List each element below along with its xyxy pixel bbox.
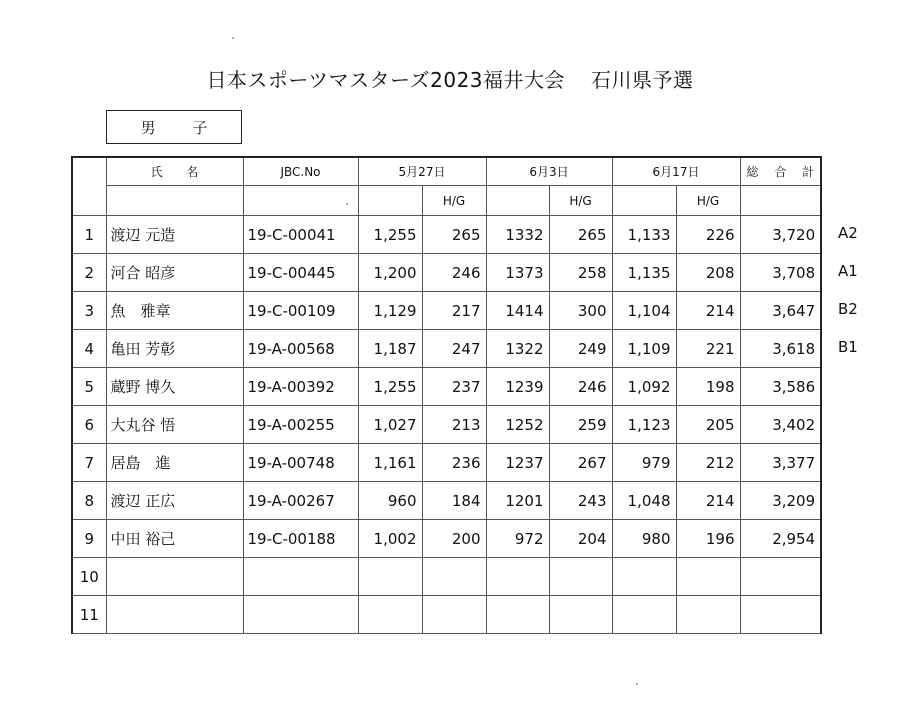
- round1-hg-cell: [422, 558, 486, 596]
- round2-hg-cell: [549, 558, 612, 596]
- round3-score-cell: 1,104: [612, 292, 676, 330]
- jbc-cell: [243, 596, 358, 634]
- round1-hg-cell: 217: [422, 292, 486, 330]
- header-round2-hg: H/G: [549, 186, 612, 216]
- table-row: [72, 520, 821, 558]
- table-row: [72, 216, 821, 254]
- round2-score-cell: 1239: [486, 368, 549, 406]
- round3-score-cell: [612, 596, 676, 634]
- rank-cell: 9: [72, 520, 106, 558]
- name-cell: [106, 558, 243, 596]
- header-name: 氏 名: [106, 157, 243, 186]
- header-total: 総 合 計: [740, 157, 821, 186]
- name-cell: [106, 596, 243, 634]
- round2-score-cell: [486, 558, 549, 596]
- rank-cell: 5: [72, 368, 106, 406]
- round2-hg-cell: 243: [549, 482, 612, 520]
- round3-score-cell: 1,109: [612, 330, 676, 368]
- round1-hg-cell: 236: [422, 444, 486, 482]
- round2-score-cell: [486, 596, 549, 634]
- table-row: [72, 406, 821, 444]
- header-row-dates: [72, 157, 821, 186]
- round1-hg-cell: [422, 596, 486, 634]
- round3-hg-cell: 198: [676, 368, 740, 406]
- round1-score-cell: 1,161: [358, 444, 422, 482]
- jbc-cell: 19-A-00748: [243, 444, 358, 482]
- table-row: [72, 444, 821, 482]
- section-label: 男 子: [140, 118, 224, 137]
- total-cell: 2,954: [740, 520, 821, 558]
- round3-score-cell: 1,135: [612, 254, 676, 292]
- total-cell: 3,647: [740, 292, 821, 330]
- round3-score-cell: 1,048: [612, 482, 676, 520]
- header-row-hg: [72, 186, 821, 216]
- round1-hg-cell: 246: [422, 254, 486, 292]
- name-cell: 大丸谷 悟: [106, 406, 243, 444]
- round1-score-cell: 1,129: [358, 292, 422, 330]
- header-round3-score: [612, 186, 676, 216]
- jbc-cell: 19-C-00109: [243, 292, 358, 330]
- round1-score-cell: [358, 596, 422, 634]
- jbc-cell: 19-A-00392: [243, 368, 358, 406]
- round1-score-cell: 1,255: [358, 216, 422, 254]
- rank-cell: 8: [72, 482, 106, 520]
- round2-score-cell: 972: [486, 520, 549, 558]
- rank-cell: 1: [72, 216, 106, 254]
- rank-cell: 11: [72, 596, 106, 634]
- round1-score-cell: [358, 558, 422, 596]
- header-round3: 6月17日: [612, 157, 740, 186]
- round1-hg-cell: 184: [422, 482, 486, 520]
- round1-hg-cell: 213: [422, 406, 486, 444]
- header-round1-hg: H/G: [422, 186, 486, 216]
- jbc-cell: 19-A-00267: [243, 482, 358, 520]
- round2-score-cell: 1322: [486, 330, 549, 368]
- jbc-cell: 19-C-00445: [243, 254, 358, 292]
- title-event: 日本スポーツマスターズ2023福井大会: [206, 68, 566, 92]
- round1-score-cell: 1,002: [358, 520, 422, 558]
- rank-cell: 3: [72, 292, 106, 330]
- round2-score-cell: 1373: [486, 254, 549, 292]
- header-round1-score: [358, 186, 422, 216]
- round3-hg-cell: 196: [676, 520, 740, 558]
- round3-hg-cell: [676, 558, 740, 596]
- jbc-cell: 19-C-00188: [243, 520, 358, 558]
- total-cell: 3,708: [740, 254, 821, 292]
- table-row: [72, 254, 821, 292]
- total-cell: [740, 558, 821, 596]
- name-cell: 河合 昭彦: [106, 254, 243, 292]
- jbc-cell: 19-A-00568: [243, 330, 358, 368]
- name-cell: 渡辺 元造: [106, 216, 243, 254]
- round3-score-cell: 980: [612, 520, 676, 558]
- round2-hg-cell: 300: [549, 292, 612, 330]
- header-jbc: JBC.No: [243, 157, 358, 186]
- table-row: [72, 292, 821, 330]
- round1-hg-cell: 247: [422, 330, 486, 368]
- rank-cell: 2: [72, 254, 106, 292]
- title-qualifier: 石川県予選: [591, 68, 694, 92]
- round2-score-cell: 1252: [486, 406, 549, 444]
- round2-score-cell: 1237: [486, 444, 549, 482]
- table-row: [72, 368, 821, 406]
- name-cell: 亀田 芳彰: [106, 330, 243, 368]
- round3-score-cell: 1,133: [612, 216, 676, 254]
- rank-cell: 4: [72, 330, 106, 368]
- total-cell: 3,720: [740, 216, 821, 254]
- header-jbc-blank: [243, 186, 358, 216]
- score-table: [71, 156, 822, 634]
- total-cell: 3,402: [740, 406, 821, 444]
- round1-hg-cell: 200: [422, 520, 486, 558]
- name-cell: 魚 雅章: [106, 292, 243, 330]
- header-round2: 6月3日: [486, 157, 612, 186]
- scan-speck: [636, 683, 638, 685]
- round1-hg-cell: 237: [422, 368, 486, 406]
- round1-score-cell: 1,187: [358, 330, 422, 368]
- round2-hg-cell: 259: [549, 406, 612, 444]
- section-label-box: [106, 110, 242, 144]
- grade-label: A2: [838, 224, 858, 242]
- round3-score-cell: [612, 558, 676, 596]
- round2-hg-cell: 258: [549, 254, 612, 292]
- total-cell: 3,618: [740, 330, 821, 368]
- round3-hg-cell: 208: [676, 254, 740, 292]
- round3-hg-cell: 226: [676, 216, 740, 254]
- jbc-cell: 19-C-00041: [243, 216, 358, 254]
- round2-score-cell: 1414: [486, 292, 549, 330]
- name-cell: 中田 裕己: [106, 520, 243, 558]
- round1-score-cell: 1,200: [358, 254, 422, 292]
- round3-hg-cell: 205: [676, 406, 740, 444]
- jbc-cell: 19-A-00255: [243, 406, 358, 444]
- total-cell: 3,586: [740, 368, 821, 406]
- total-cell: 3,209: [740, 482, 821, 520]
- document-title: [0, 64, 900, 93]
- name-cell: 蔵野 博久: [106, 368, 243, 406]
- round3-score-cell: 1,123: [612, 406, 676, 444]
- total-cell: 3,377: [740, 444, 821, 482]
- rank-cell: 6: [72, 406, 106, 444]
- grade-label: B1: [838, 338, 858, 356]
- round3-score-cell: 1,092: [612, 368, 676, 406]
- round1-hg-cell: 265: [422, 216, 486, 254]
- scan-speck: [346, 203, 348, 205]
- round2-hg-cell: 265: [549, 216, 612, 254]
- header-name-blank: [106, 186, 243, 216]
- round2-hg-cell: 267: [549, 444, 612, 482]
- round2-score-cell: 1201: [486, 482, 549, 520]
- round1-score-cell: 1,255: [358, 368, 422, 406]
- header-total-blank: [740, 186, 821, 216]
- round3-hg-cell: 214: [676, 482, 740, 520]
- jbc-cell: [243, 558, 358, 596]
- round2-hg-cell: 249: [549, 330, 612, 368]
- round3-hg-cell: [676, 596, 740, 634]
- rank-cell: 7: [72, 444, 106, 482]
- round2-hg-cell: 246: [549, 368, 612, 406]
- round2-hg-cell: [549, 596, 612, 634]
- rank-cell: 10: [72, 558, 106, 596]
- round3-hg-cell: 212: [676, 444, 740, 482]
- scan-speck: [232, 37, 234, 39]
- round1-score-cell: 960: [358, 482, 422, 520]
- table-row: [72, 482, 821, 520]
- header-round1: 5月27日: [358, 157, 486, 186]
- table-row: [72, 330, 821, 368]
- round3-hg-cell: 221: [676, 330, 740, 368]
- header-rank: [72, 157, 106, 216]
- header-round2-score: [486, 186, 549, 216]
- header-round3-hg: H/G: [676, 186, 740, 216]
- round1-score-cell: 1,027: [358, 406, 422, 444]
- table-row: [72, 596, 821, 634]
- name-cell: 渡辺 正広: [106, 482, 243, 520]
- round3-score-cell: 979: [612, 444, 676, 482]
- table-row: [72, 558, 821, 596]
- total-cell: [740, 596, 821, 634]
- round3-hg-cell: 214: [676, 292, 740, 330]
- grade-label: A1: [838, 262, 858, 280]
- round2-hg-cell: 204: [549, 520, 612, 558]
- name-cell: 居島 進: [106, 444, 243, 482]
- grade-label: B2: [838, 300, 858, 318]
- round2-score-cell: 1332: [486, 216, 549, 254]
